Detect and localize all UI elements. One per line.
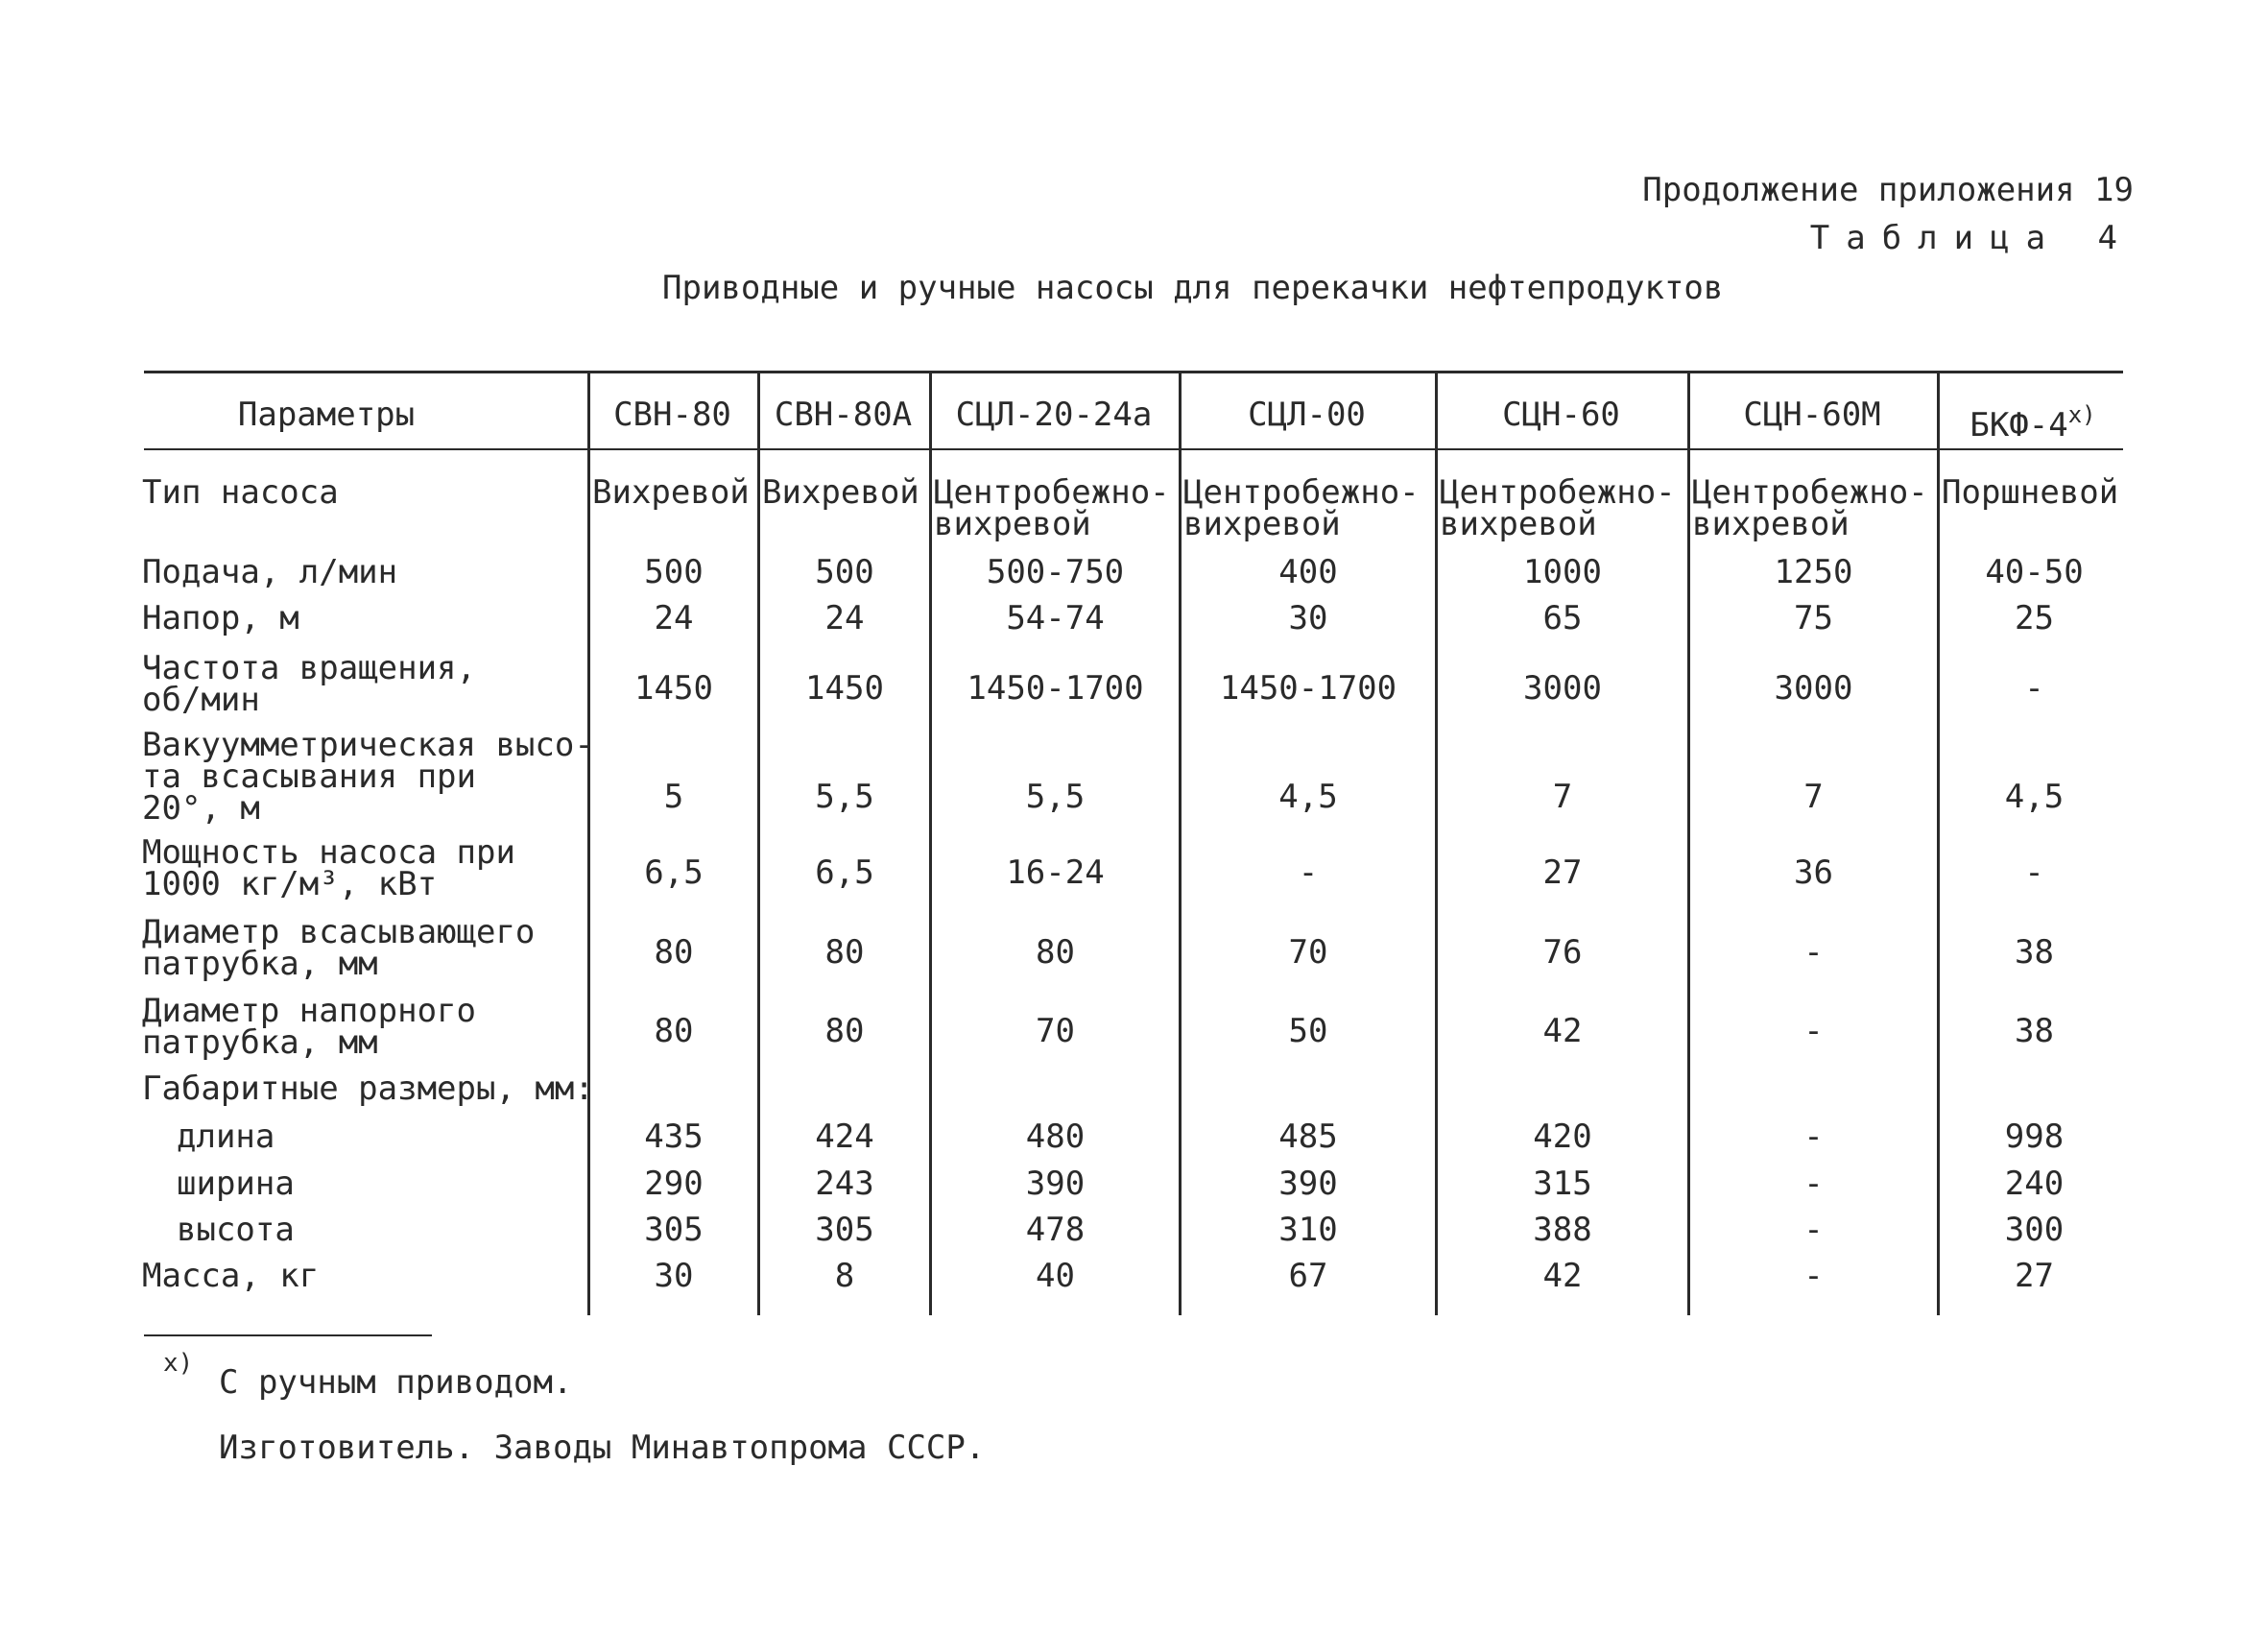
row-label-line: Тип насоса	[142, 473, 339, 512]
table-cell: 75	[1794, 599, 1833, 637]
table-cell: 3000	[1523, 669, 1602, 708]
table-cell: 50	[1288, 1012, 1328, 1050]
table-cell	[1438, 473, 1689, 543]
table-cell: -	[1803, 1211, 1824, 1249]
row-label	[142, 1257, 320, 1295]
table-cell-line: вихревой	[1692, 505, 1850, 543]
table-cell: 998	[2004, 1117, 2065, 1156]
table-cell: 4,5	[2004, 778, 2065, 816]
table-cell: 485	[1278, 1117, 1338, 1156]
table-cell-line: вихревой	[1440, 505, 1597, 543]
column-header	[1937, 398, 2129, 445]
table-cell: 1250	[1774, 553, 1853, 591]
row-label-line: Частота вращения,	[142, 649, 476, 687]
row-label	[142, 649, 476, 719]
footnote-mark: x)	[2067, 401, 2096, 428]
row-label	[142, 1069, 594, 1108]
table-cell-line: Центробежно-	[1440, 473, 1676, 512]
table-cell-line: Центробежно-	[1692, 473, 1928, 512]
table-cell: 67	[1288, 1257, 1328, 1295]
table-cell: -	[1803, 1257, 1824, 1295]
table-cell: 8	[834, 1257, 855, 1295]
table-cell: 27	[1542, 853, 1583, 892]
table-cell: 1450-1700	[967, 669, 1144, 708]
table-cell: 5,5	[1025, 778, 1086, 816]
table-cell: 500-750	[986, 553, 1125, 591]
table-cell: 500	[815, 553, 874, 591]
row-label-line: об/мин	[142, 681, 260, 719]
row-label-line: высота	[177, 1211, 295, 1249]
table-cell	[1182, 473, 1437, 543]
table-cell: 80	[824, 933, 865, 972]
table-cell: 290	[644, 1165, 704, 1203]
row-label-line: Диаметр напорного	[142, 992, 476, 1030]
table-cell: -	[1298, 853, 1319, 892]
table-cell: -	[1803, 1165, 1824, 1203]
table-cell: 1000	[1523, 553, 1602, 591]
column-header: СЦН-60М	[1743, 396, 1881, 434]
table-cell: 42	[1542, 1012, 1583, 1050]
table-cell-line: вихревой	[934, 505, 1091, 543]
table-cell: 80	[654, 1012, 694, 1050]
table-cell	[932, 473, 1181, 543]
table-cell-line: вихревой	[1183, 505, 1341, 543]
table-cell: 4,5	[1278, 778, 1338, 816]
row-label	[142, 473, 339, 512]
table-cell: 65	[1542, 599, 1583, 637]
row-label-line: та всасывания при	[142, 757, 476, 796]
row-label-line: ширина	[177, 1165, 295, 1203]
table-cell: 390	[1025, 1165, 1086, 1203]
row-label-line: Вакуумметрическая высо-	[142, 726, 594, 764]
table-cell: 5,5	[815, 778, 874, 816]
table-cell: 1450-1700	[1219, 669, 1397, 708]
row-label-line: патрубка, мм	[142, 945, 378, 983]
table-top-rule	[144, 371, 2123, 373]
table-cell	[1690, 473, 1939, 543]
table-cell: 40	[1036, 1257, 1075, 1295]
table-cell	[590, 473, 759, 512]
row-label-line: 1000 кг/м³, кВт	[142, 865, 438, 903]
table-cell: 70	[1288, 933, 1328, 972]
table-cell	[760, 473, 931, 512]
table-cell: 76	[1542, 933, 1583, 972]
table-cell: 27	[2015, 1257, 2054, 1295]
table-cell: -	[2024, 853, 2044, 892]
row-label-line: 20°, м	[142, 789, 260, 828]
table-number: Таблица 4	[1809, 219, 2134, 257]
table-cell: 80	[654, 933, 694, 972]
table-cell: 30	[654, 1257, 694, 1295]
table-cell: 24	[654, 599, 694, 637]
column-header: СЦЛ-00	[1248, 396, 1366, 434]
table-cell: 305	[644, 1211, 704, 1249]
table-cell: -	[2024, 669, 2044, 708]
table-cell: 388	[1533, 1211, 1592, 1249]
row-label	[177, 1211, 295, 1249]
table-cell: 30	[1288, 599, 1328, 637]
table-cell: 80	[824, 1012, 865, 1050]
table-header-rule	[144, 448, 2123, 450]
table-cell: 1450	[634, 669, 713, 708]
table-cell: -	[1803, 1012, 1824, 1050]
column-header: СВН-80А	[774, 396, 913, 434]
table-cell: 36	[1794, 853, 1833, 892]
table-cell: 300	[2004, 1211, 2065, 1249]
table-cell: 24	[824, 599, 865, 637]
table-cell: 478	[1025, 1211, 1086, 1249]
table-cell: 25	[2015, 599, 2054, 637]
table-cell: -	[1803, 933, 1824, 972]
table-cell: 390	[1278, 1165, 1338, 1203]
table-cell-line: Поршневой	[1942, 473, 2119, 512]
row-label-line: Мощность насоса при	[142, 833, 515, 872]
table-cell: 38	[2015, 1012, 2054, 1050]
table-cell: 38	[2015, 933, 2054, 972]
table-cell: 54-74	[1006, 599, 1105, 637]
row-label-line: Подача, л/мин	[142, 553, 398, 591]
table-cell: 3000	[1774, 669, 1853, 708]
manufacturer-note: Изготовитель. Заводы Минавтопрома СССР.	[219, 1429, 986, 1467]
table-cell: 6,5	[644, 853, 704, 892]
row-label	[177, 1117, 275, 1156]
continuation-label: Продолжение приложения 19	[1642, 171, 2134, 209]
column-header-label: БКФ-4	[1970, 406, 2068, 445]
table-cell: 6,5	[815, 853, 874, 892]
column-header: СЦЛ-20-24а	[955, 396, 1153, 434]
table-cell: 424	[815, 1117, 874, 1156]
table-cell: 40-50	[1985, 553, 2084, 591]
row-label-line: Габаритные размеры, мм:	[142, 1069, 594, 1108]
table-cell: 400	[1278, 553, 1338, 591]
table-cell: 5	[663, 778, 684, 816]
column-header: СВН-80	[613, 396, 731, 434]
row-label	[142, 726, 594, 828]
table-cell: 500	[644, 553, 704, 591]
row-label-line: Диаметр всасывающего	[142, 913, 536, 951]
row-label-line: Напор, м	[142, 599, 299, 637]
table-cell: 7	[1552, 778, 1573, 816]
table-cell: 310	[1278, 1211, 1338, 1249]
table-cell-line: Центробежно-	[1183, 473, 1420, 512]
footnote-rule	[144, 1334, 432, 1336]
table-cell-line: Вихревой	[762, 473, 919, 512]
table-cell	[1940, 473, 2131, 512]
table-cell: 420	[1533, 1117, 1592, 1156]
row-label	[142, 833, 515, 903]
table-cell: 42	[1542, 1257, 1583, 1295]
table-cell-line: Центробежно-	[934, 473, 1170, 512]
table-cell: 80	[1036, 933, 1075, 972]
row-label	[142, 553, 398, 591]
table-title: Приводные и ручные насосы для перекачки нефтепродуктов	[662, 269, 1724, 307]
table-cell: -	[1803, 1117, 1824, 1156]
column-header: СЦН-60	[1502, 396, 1620, 434]
param-header: Параметры	[237, 396, 416, 434]
table-cell: 243	[815, 1165, 874, 1203]
table-cell: 315	[1533, 1165, 1592, 1203]
table-cell-line: Вихревой	[592, 473, 750, 512]
row-label	[142, 599, 299, 637]
row-label-line: длина	[177, 1117, 275, 1156]
table-cell: 70	[1036, 1012, 1075, 1050]
table-cell: 305	[815, 1211, 874, 1249]
footnote-mark: x)	[163, 1349, 194, 1378]
footnote-text: С ручным приводом.	[219, 1363, 573, 1402]
table-cell: 16-24	[1006, 853, 1105, 892]
row-label	[142, 913, 536, 983]
table-cell: 1450	[805, 669, 884, 708]
row-label-line: патрубка, мм	[142, 1023, 378, 1062]
row-label	[142, 992, 476, 1062]
table-cell: 7	[1803, 778, 1824, 816]
table-cell: 480	[1025, 1117, 1086, 1156]
table-cell: 240	[2004, 1165, 2065, 1203]
row-label	[177, 1165, 295, 1203]
table-cell: 435	[644, 1117, 704, 1156]
row-label-line: Масса, кг	[142, 1257, 320, 1295]
